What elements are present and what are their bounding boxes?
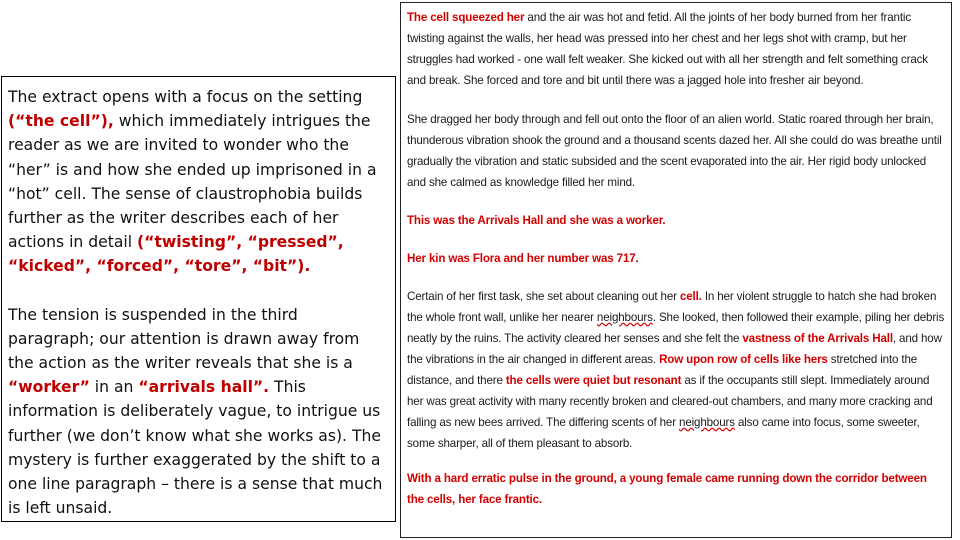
extract-paragraph-6: With a hard erratic pulse in the ground, a young female came running down the corridor between the cells, her face frantic. [407, 472, 927, 506]
extract-paragraph-3: This was the Arrivals Hall and she was a worker. [407, 214, 666, 227]
commentary-text: which immediately intrigues the reader as we are invited to wonder who the “her” is and how she ended up imprisoned in a “hot” cell. The sense of claustrophobia builds further as the writer describes each of her actions in detail [8, 112, 377, 252]
extract-text: . She looked, then followed their example, piling her debris neatly by the ruins. The activity cleared her senses and she felt the [407, 311, 945, 345]
extract-text: as if the occupants still slept. Immediately around her was great activity with many recently broken and cleared-out chambers, and many more cracking and falling as new bees arrived. The differing scents of her [407, 374, 933, 429]
spellcheck-neighbours: neighbours [596, 311, 653, 324]
highlight-cell: cell. [679, 290, 702, 303]
extract-paragraph-4: Her kin was Flora and her number was 717. [407, 252, 639, 265]
highlight-cells-quiet: the cells were quiet but resonant [505, 374, 682, 387]
extract-paragraph-2: She dragged her body through and fell out onto the floor of an alien world. Static roared through her brain, thunderous vibration shook the ground and a thousand scents dazed her. All she could do was breathe until gradually the vibration and static subsided and the scent evaporated into the air. Her rigid body unlocked and she calmed as knowledge filled her mind. [407, 113, 942, 189]
commentary-text: in an [89, 378, 139, 397]
extract-text: In her violent struggle to hatch she had broken the whole front wall, unlike her nearer [407, 290, 937, 324]
quote-worker: “worker” [8, 378, 90, 397]
quote-the-cell: (“the cell”), [8, 112, 114, 131]
extract-text: also came into focus, some sweeter, some sharper, all of them pleasant to absorb. [407, 416, 920, 450]
extract-text: and the air was hot and fetid. All the joints of her body burned from her frantic twisting against the walls, her head was pressed into her chest and her legs shot with cramp, but her struggles had worked - one wall felt weaker. She kicked out with all her strength and felt something crack and break. She forced and tore and bit until there was a jagged hole into fresher air beyond. [407, 11, 928, 87]
extract-text: , and how the vibrations in the air changed in different areas. [407, 332, 942, 366]
commentary-text: The extract opens with a focus on the setting [8, 88, 363, 106]
extract-box [400, 2, 952, 538]
extract-text: Certain of her first task, she set about cleaning out her [407, 290, 680, 303]
commentary-text: The tension is suspended in the third paragraph; our attention is drawn away from the action as the writer reveals that she is a [8, 305, 360, 373]
spellcheck-neighbours: neighbours [679, 416, 735, 429]
quote-arrivals-hall: “arrivals hall”. [138, 378, 270, 397]
highlight-vastness: vastness of the Arrivals Hall [742, 332, 893, 345]
extract-paragraph-5 [407, 286, 945, 454]
extract-paragraph-1 [407, 7, 945, 91]
commentary-box [1, 76, 396, 522]
quote-actions: (“twisting”, “pressed”, “kicked”, “forced”, “tore”, “bit”). [8, 233, 344, 276]
highlight-row-upon-row: Row upon row of cells like hers [659, 353, 828, 366]
commentary-paragraph-2 [8, 303, 389, 521]
commentary-text: This information is deliberately vague, to intrigue us further (we don’t know what she works as). The mystery is further exaggerated by the shift to a one line paragraph – there is a sense that much is left unsaid. [8, 378, 383, 518]
extract-text: stretched into the distance, and there [407, 353, 918, 387]
highlight-cell-squeezed: The cell squeezed her [407, 11, 525, 24]
commentary-paragraph-1 [8, 85, 389, 279]
